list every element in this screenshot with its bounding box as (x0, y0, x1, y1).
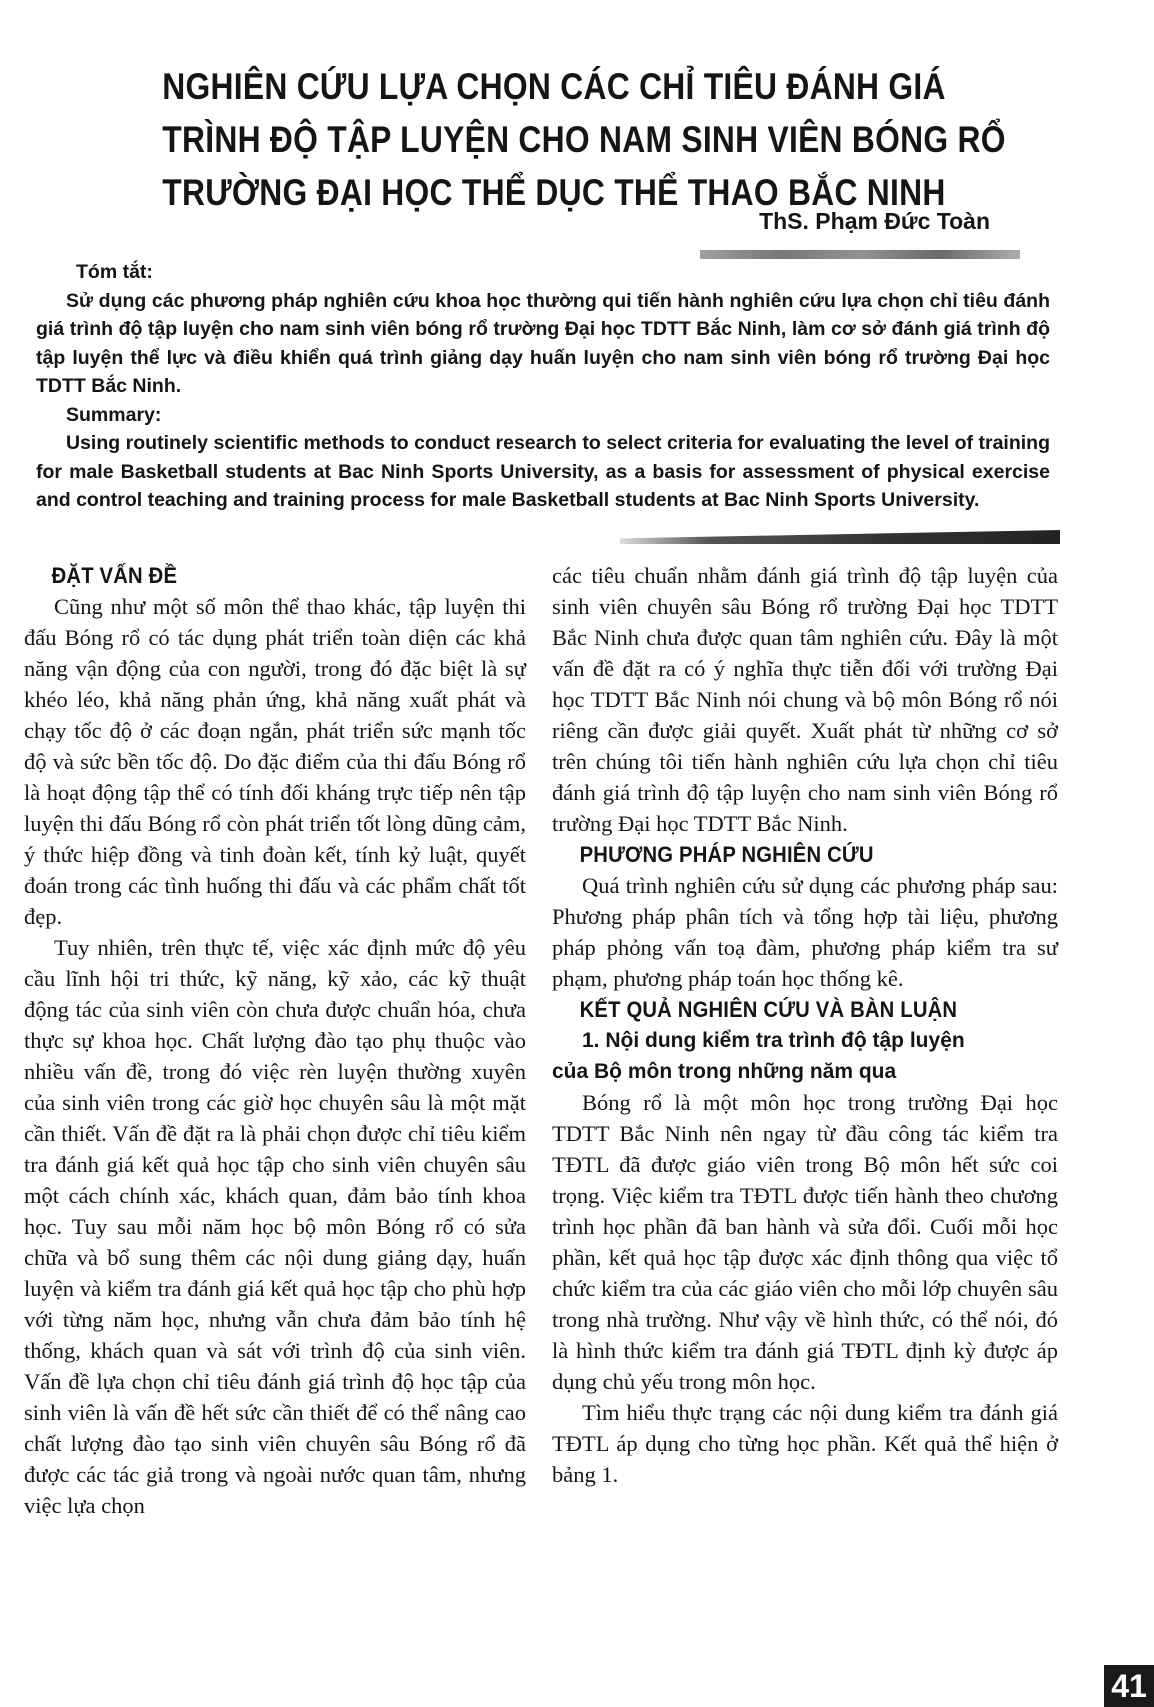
abstract-heading: Tóm tắt: (76, 261, 153, 283)
section-heading-introduction: ĐẶT VẤN ĐỀ (51, 563, 178, 588)
author-name: ThS. Phạm Đức Toàn (759, 208, 990, 234)
title-line: TRÌNH ĐỘ TẬP LUYỆN CHO NAM SINH VIÊN BÓNG RỔ (162, 119, 1006, 160)
summary-divider (620, 530, 1060, 544)
paragraph: Quá trình nghiên cứu sử dụng các phương pháp sau: Phương pháp phân tích và tổng hợp tài liệu, phương pháp phỏng vấn toạ đàm, phương pháp kiểm tra sư phạm, phương pháp toán học thống kê. (552, 873, 1058, 991)
paragraph: các tiêu chuẩn nhằm đánh giá trình độ tập luyện của sinh viên chuyên sâu Bóng rổ trường Đại học TDTT Bắc Ninh chưa được quan tâm nghiên cứu. Đây là một vấn đề đặt ra có ý nghĩa thực tiễn đối với trường Đại học TDTT Bắc Ninh nói chung và bộ môn Bóng rổ nói riêng cần được giải quyết. Xuất phát từ những cơ sở trên chúng tôi tiến hành nghiên cứu lựa chọn chỉ tiêu đánh giá trình độ tập luyện cho nam sinh viên Bóng rổ trường Đại học TDTT Bắc Ninh. (552, 563, 1058, 836)
subsection-heading-line: 1. Nội dung kiểm tra trình độ tập luyện (582, 1029, 965, 1052)
title-line: TRƯỜNG ĐẠI HỌC THỂ DỤC THỂ THAO BẮC NINH (162, 172, 946, 213)
left-column (24, 560, 526, 1521)
abstract-block (36, 258, 1050, 515)
right-column (552, 560, 1058, 1490)
page-number: 41 (1104, 1665, 1154, 1707)
section-heading-methods: PHƯƠNG PHÁP NGHIÊN CỨU (579, 842, 874, 867)
summary-heading: Summary: (66, 403, 162, 426)
title-line: NGHIÊN CỨU LỰA CHỌN CÁC CHỈ TIÊU ĐÁNH GIÁ (162, 66, 946, 107)
paragraph: Cũng như một số môn thể thao khác, tập luyện thi đấu Bóng rổ có tác dụng phát triển toàn diện các khả năng vận động của con người, trong đó đặc biệt là sự khéo léo, khả năng phản ứng, khả năng xuất phát và chạy tốc độ ở các đoạn ngắn, phát triển sức mạnh tốc độ và sức bền tốc độ. Do đặc điểm của thi đấu Bóng rổ là hoạt động tập thể có tính đối kháng trực tiếp nên tập luyện thi đấu Bóng rổ còn phát triển tốt lòng dũng cảm, ý thức hiệp đồng và tinh đoàn kết, tính kỷ luật, quyết đoán trong các tình huống thi đấu và các phẩm chất tốt đẹp. (24, 594, 526, 929)
paragraph: Tuy nhiên, trên thực tế, việc xác định mức độ yêu cầu lĩnh hội tri thức, kỹ năng, kỹ xảo, các kỹ thuật động tác của sinh viên còn chưa được chuẩn hóa, chưa thực sự khoa học. Chất lượng đào tạo phụ thuộc vào nhiều vấn đề, trong đó việc rèn luyện thường xuyên của sinh viên trong các giờ học chuyên sâu là một mặt cần thiết. Vấn đề đặt ra là phải chọn được chỉ tiêu kiểm tra đánh giá kết quả học tập cho sinh viên chuyên sâu một cách chính xác, khách quan, đảm bảo tính khoa học. Tuy sau mỗi năm học bộ môn Bóng rổ có sửa chữa và bổ sung thêm các nội dung giảng dạy, huấn luyện và kiểm tra đánh giá kết quả học tập cho phù hợp với từng năm học, nhưng vẫn chưa đảm bảo tính hệ thống, khách quan và sát với trình độ của sinh viên. Vấn đề lựa chọn chỉ tiêu đánh giá trình độ học tập của sinh viên là vấn đề hết sức cần thiết để có thể nâng cao chất lượng đào tạo sinh viên chuyên sâu Bóng rổ đã được các tác giả trong và ngoài nước quan tâm, nhưng việc lựa chọn (24, 935, 526, 1518)
paragraph: Tìm hiểu thực trạng các nội dung kiểm tra đánh giá TĐTL áp dụng cho từng học phần. Kết quả thể hiện ở bảng 1. (552, 1400, 1058, 1487)
subsection-heading (552, 1025, 1058, 1087)
section-heading-results: KẾT QUẢ NGHIÊN CỨU VÀ BÀN LUẬN (579, 997, 958, 1022)
article-title (162, 60, 1006, 219)
abstract-text: Sử dụng các phương pháp nghiên cứu khoa học thường qui tiến hành nghiên cứu lựa chọn chỉ tiêu đánh giá trình độ tập luyện cho nam sinh viên bóng rổ trường Đại học TDTT Bắc Ninh, làm cơ sở đánh giá trình độ tập luyện thể lực và điều khiển quá trình giảng dạy huấn luyện cho nam sinh viên bóng rổ trường Đại học TDTT Bắc Ninh. (36, 289, 1050, 397)
subsection-heading-line: của Bộ môn trong những năm qua (552, 1060, 897, 1083)
paragraph: Bóng rổ là một môn học trong trường Đại học TDTT Bắc Ninh nên ngay từ đầu công tác kiểm tra TĐTL đã được giáo viên trong Bộ môn hết sức coi trọng. Việc kiểm tra TĐTL được tiến hành theo chương trình học phần đã ban hành và sửa đổi. Cuối mỗi học phần, kết quả học tập được xác định thông qua việc tổ chức kiểm tra của các giáo viên cho mỗi lớp chuyên sâu trong nhà trường. Như vậy về hình thức, có thể nói, đó là hình thức kiểm tra đánh giá TĐTL định kỳ được áp dụng chủ yếu trong môn học. (552, 1090, 1058, 1394)
summary-text: Using routinely scientific methods to conduct research to select criteria for evaluating the level of training for male Basketball students at Bac Ninh Sports University, as a basis for assessment of physical exercise and control teaching and training process for male Basketball students at Bac Ninh Sports University. (36, 432, 1050, 511)
